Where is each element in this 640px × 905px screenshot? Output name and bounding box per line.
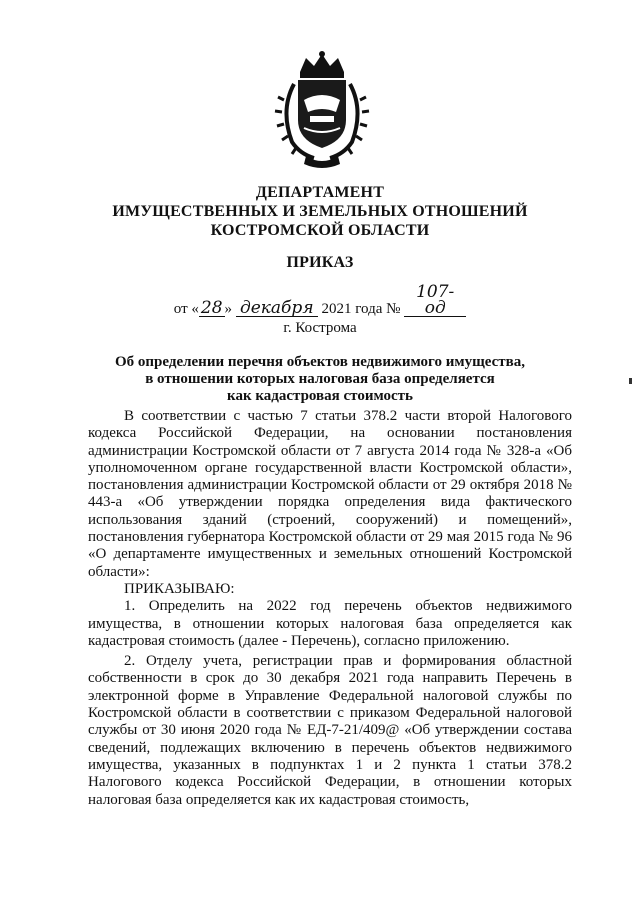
coat-of-arms-emblem: [270, 50, 375, 170]
department-line-2: ИМУЩЕСТВЕННЫХ И ЗЕМЕЛЬНЫХ ОТНОШЕНИЙ: [112, 203, 528, 220]
order-date-number: [0, 284, 640, 319]
item-2-paragraph: 2. Отделу учета, регистрации прав и формирования областной собственности в срок до 30 декабря 2021 года направить Перечень в электронной форме в Управление Федеральной налоговой службы по Костромской области в соответствии с приказом Федеральной налоговой службы от 30 июня 2020 года № ЕД-7-21/409@ «Об утверждении состава сведений, подлежащих включению в перечень объектов недвижимого имущества, указанных в подпунктах 1 и 2 пункта 1 статьи 378.2 Налогового кодекса Российской Федерации, в отношении которых налоговая база определяется как их кадастровая стоимость,: [88, 653, 572, 808]
order-body: [88, 408, 572, 809]
order-day: 28: [200, 298, 223, 318]
order-word: ПРИКАЗЫВАЮ:: [124, 580, 235, 597]
order-date-prefix: от «: [173, 301, 199, 317]
title-line-2: в отношении которых налоговая база определяется: [145, 371, 495, 387]
city-name: г. Кострома: [283, 320, 357, 336]
item-1-paragraph: 1. Определить на 2022 год перечень объектов недвижимого имущества, в отношении которых налоговая база определяется как кадастровая стоимость (далее - Перечень), согласно приложению.: [88, 598, 572, 649]
order-title: [90, 354, 550, 405]
preamble-paragraph: В соответствии с частью 7 статьи 378.2 части второй Налогового кодекса Российской Федерации, на основании постановления администрации Костромской области от 7 августа 2014 года № 328-а «Об уполномоченном органе государственной власти Костромской области», постановления администрации Костромской области от 29 октября 2018 № 443-а «Об утверждении порядка определения вида фактического использования зданий (строений, сооружений) и помещений», постановления губернатора Костромской области от 29 мая 2015 года № 96 «О департаменте имущественных и земельных отношений Костромской области»:: [88, 408, 572, 580]
department-heading: [60, 183, 580, 240]
title-line-1: Об определении перечня объектов недвижимого имущества,: [115, 354, 525, 370]
margin-mark: [629, 378, 632, 384]
document-type: ПРИКАЗ: [286, 254, 354, 271]
order-month: декабря: [236, 300, 318, 317]
order-date-mid: »: [224, 301, 236, 317]
title-line-3: как кадастровая стоимость: [227, 388, 413, 404]
department-line-1: ДЕПАРТАМЕНТ: [255, 184, 385, 201]
department-line-3: КОСТРОМСКОЙ ОБЛАСТИ: [210, 222, 430, 239]
order-year-text: 2021 года №: [317, 301, 405, 317]
order-number: 107-од: [404, 284, 466, 317]
